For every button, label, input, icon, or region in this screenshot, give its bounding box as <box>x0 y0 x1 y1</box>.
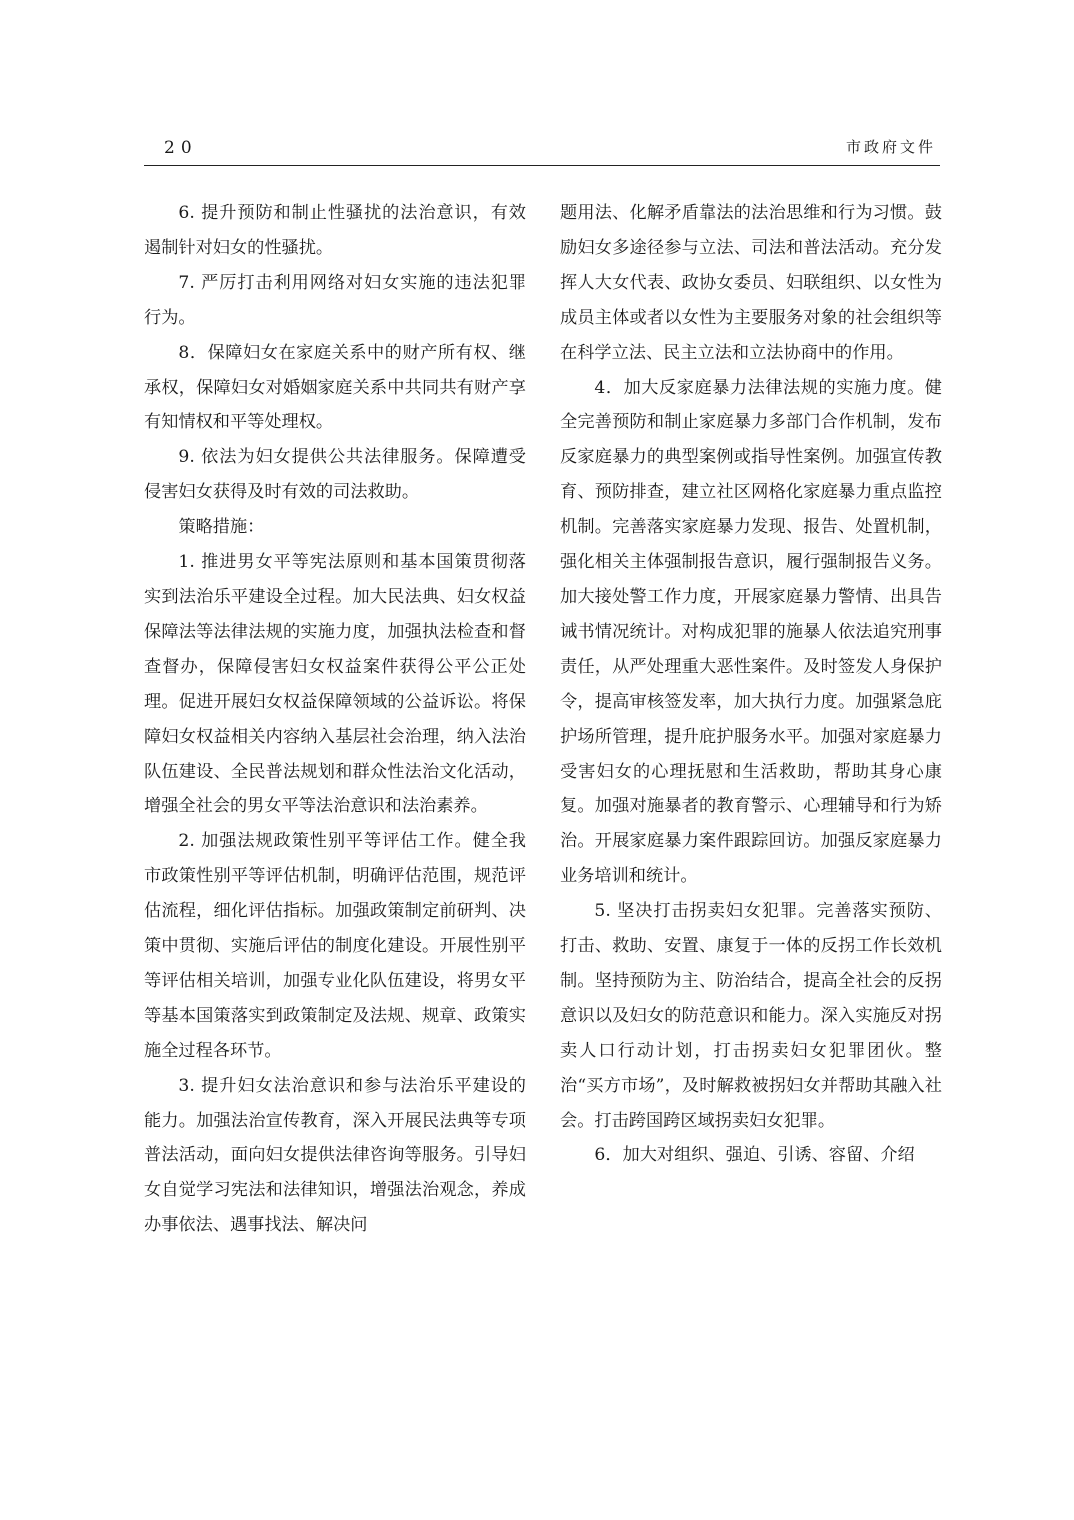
page-number: 20 <box>164 138 198 158</box>
paragraph: 5. 坚决打击拐卖妇女犯罪。完善落实预防、打击、救助、安置、康复于一体的反拐工作长效机制。坚持预防为主、防治结合，提高全社会的反拐意识以及妇女的防范意识和能力。深入实施反对拐卖人口行动计划，打击拐卖妇女犯罪团伙。整治“买方市场”，及时解救被拐妇女并帮助其融入社会。打击跨国跨区域拐卖妇女犯罪。 <box>560 901 942 1131</box>
section-heading: 策略措施： <box>178 517 265 538</box>
paragraph: 4．加大反家庭暴力法律法规的实施力度。健全完善预防和制止家庭暴力多部门合作机制，发布反家庭暴力的典型案例或指导性案例。加强宣传教育、预防排查，建立社区网格化家庭暴力重点监控机制。完善落实家庭暴力发现、报告、处置机制，强化相关主体强制报告意识，履行强制报告义务。 加大接处警工作力度，开展家庭暴力警情、出具告诫书情况统计。对构成犯罪的施暴人依法追究刑事责任，从严处理重大恶性案件。及时签发人身保护令，提高审核签发率，加大执行力度。加强紧急庇护场所管理，提升庇护服务水平。加强对家庭暴力受害妇女的心理抚慰和生活救助，帮助其身心康复。加强对施暴者的教育警示、心理辅导和行为矫治。开展家庭暴力案件跟踪回访。加强反家庭暴力业务培训和统计。 <box>560 377 942 887</box>
paragraph: 7. 严厉打击利用网络对妇女实施的违法犯罪行为。 <box>144 272 526 328</box>
paragraph: 9. 依法为妇女提供公共法律服务。保障遭受侵害妇女获得及时有效的司法救助。 <box>144 447 526 503</box>
right-column <box>560 196 942 1173</box>
paragraph: 8．保障妇女在家庭关系中的财产所有权、继承权，保障妇女对婚姻家庭关系中共同共有财产享有知情权和平等处理权。 <box>144 342 526 433</box>
paragraph: 6. 提升预防和制止性骚扰的法治意识，有效遏制针对妇女的性骚扰。 <box>144 203 526 258</box>
paragraph: 1. 推进男女平等宪法原则和基本国策贯彻落实到法治乐平建设全过程。加大民法典、妇女权益保障法等法律法规的实施力度，加强执法检查和督查督办，保障侵害妇女权益案件获得公平公正处理。促进开展妇女权益保障领域的公益诉讼。将保障妇女权益相关内容纳入基层社会治理，纳入法治队伍建设、全民普法规划和群众性法治文化活动，增强全社会的男女平等法治意识和法治素养。 <box>144 552 526 817</box>
paragraph: 6．加大对组织、强迫、引诱、容留、介绍 <box>594 1145 915 1166</box>
left-column <box>144 196 526 1243</box>
paragraph-continuation: 题用法、化解矛盾靠法的法治思维和行为习惯。鼓励妇女多途径参与立法、司法和普法活动。充分发挥人大女代表、政协女委员、妇联组织、以女性为成员主体或者以女性为主要服务对象的社会组织等在科学立法、民主立法和立法协商中的作用。 <box>560 203 942 363</box>
page-header <box>144 132 940 166</box>
paragraph: 2. 加强法规政策性别平等评估工作。健全我市政策性别平等评估机制，明确评估范围，规范评估流程，细化评估指标。加强政策制定前研判、决策中贯彻、实施后评估的制度化建设。开展性别平等评估相关培训，加强专业化队伍建设，将男女平等基本国策落实到政策制定及法规、规章、政策实施全过程各环节。 <box>144 831 526 1061</box>
document-title: 市政府文件 <box>845 138 936 156</box>
paragraph: 3. 提升妇女法治意识和参与法治乐平建设的能力。加强法治宣传教育，深入开展民法典等专项普法活动，面向妇女提供法律咨询等服务。引导妇女自觉学习宪法和法律知识，增强法治观念，养成办事依法、遇事找法、解决问 <box>144 1075 526 1236</box>
